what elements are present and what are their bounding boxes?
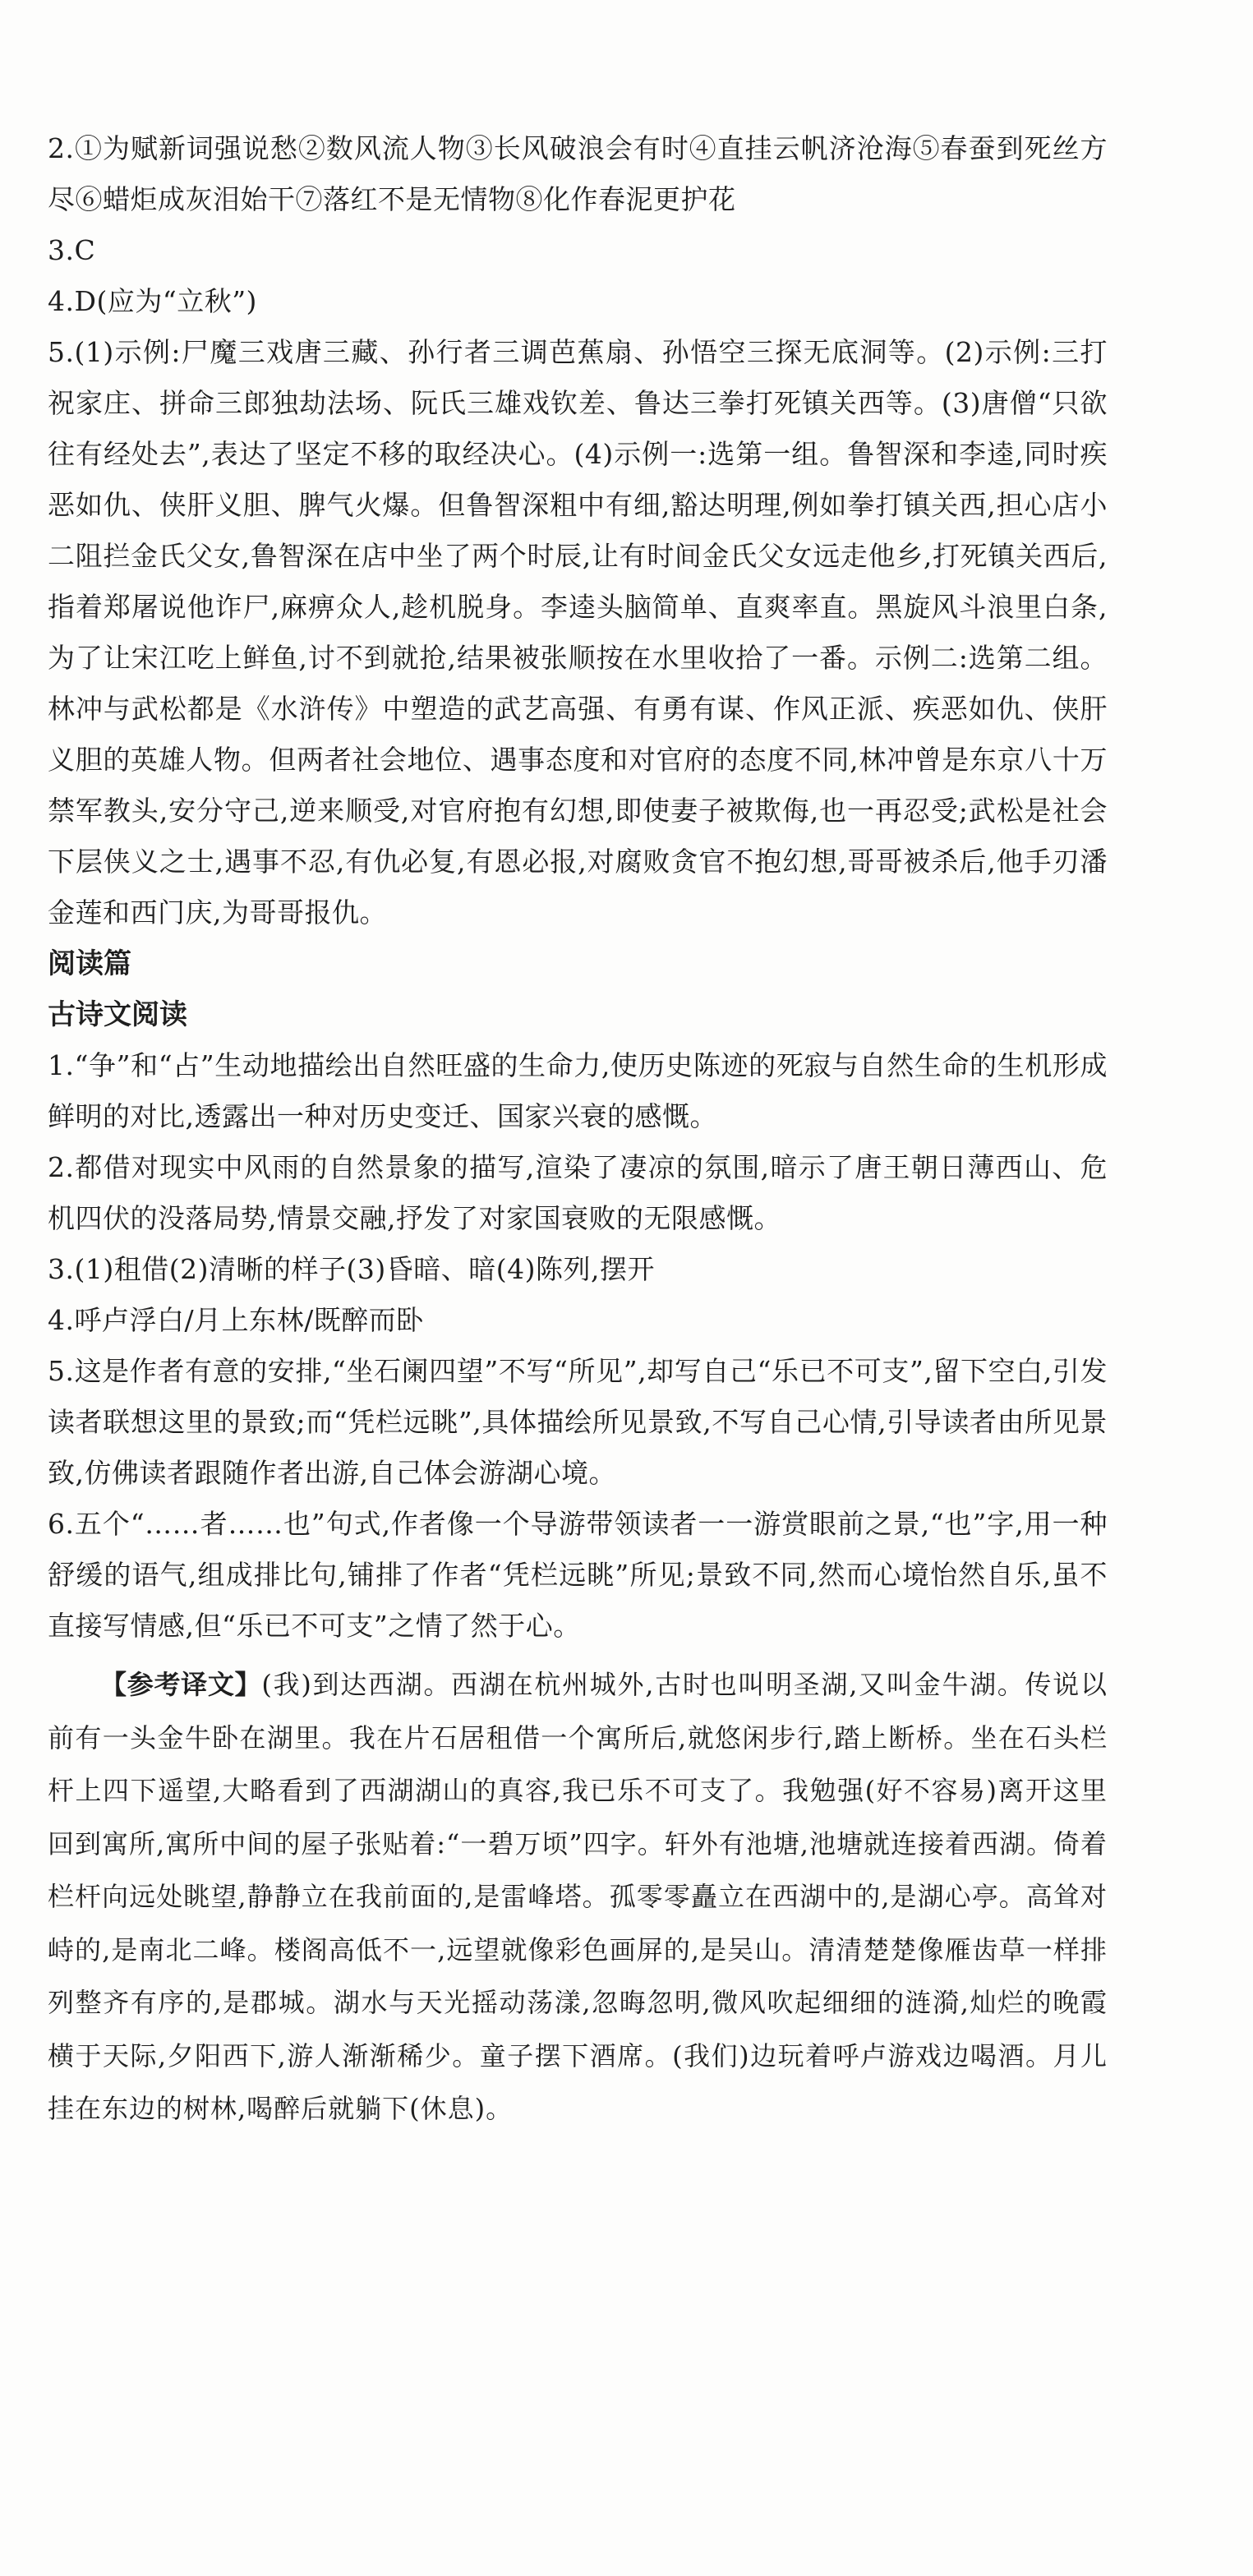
reading-answer-q3: 3.(1)租借(2)清晰的样子(3)昏暗、暗(4)陈列,摆开 [48,1253,655,1285]
answer-q2: 2.①为赋新词强说愁②数风流人物③长风破浪会有时④直挂云帆济沧海⑤春蚕到死丝方尽⑥蜡炬成灰泪始干⑦落红不是无情物⑧化作春泥更护花 [48,132,1108,215]
reading-answer-q2: 2.都借对现实中风雨的自然景象的描写,渲染了凄凉的氛围,暗示了唐王朝日薄西山、危机四伏的没落局势,情景交融,抒发了对家国衰败的无限感慨。 [48,1151,1108,1234]
answer-q3: 3.C [48,234,96,266]
translation-label: 【参考译文】 [100,1669,262,1700]
reference-translation [48,1658,1108,2136]
reading-answer-q1: 1.“争”和“占”生动地描绘出自然旺盛的生命力,使历史陈迹的死寂与自然生命的生机形成鲜明的对比,透露出一种对历史变迁、国家兴衰的感慨。 [48,1049,1108,1132]
translation-text: (我)到达西湖。西湖在杭州城外,古时也叫明圣湖,又叫金牛湖。传说以前有一头金牛卧在湖里。我在片石居租借一个寓所后,就悠闲步行,踏上断桥。坐在石头栏杆上四下遥望,大略看到了西湖湖山的真容,我已乐不可支了。我勉强(好不容易)离开这里回到寓所,寓所中间的屋子张贴着:“一碧万顷”四字。轩外有池塘,池塘就连接着西湖。倚着栏杆向远处眺望,静静立在我前面的,是雷峰塔。孤零零矗立在西湖中的,是湖心亭。高耸对峙的,是南北二峰。楼阁高低不一,远望就像彩色画屏的,是吴山。清清楚楚像雁齿草一样排列整齐有序的,是郡城。湖水与天光摇动荡漾,忽晦忽明,微风吹起细细的涟漪,灿烂的晚霞横于天际,夕阳西下,游人渐渐稀少。童子摆下酒席。(我们)边玩着呼卢游戏边喝酒。月儿挂在东边的树林,喝醉后就躺下(休息)。 [48,1669,1108,2124]
reading-answer-q6: 6.五个“……者……也”句式,作者像一个导游带领读者一一游赏眼前之景,“也”字,用一种舒缓的语气,组成排比句,铺排了作者“凭栏远眺”所见;景致不同,然而心境怡然自乐,虽不直接写情感,但“乐已不可支”之情了然于心。 [48,1508,1108,1642]
answer-q4: 4.D(应为“立秋”) [48,285,257,317]
answer-content [48,123,1108,2162]
subsection-title-classical-poetry: 古诗文阅读 [48,998,187,1031]
answer-q5: 5.(1)示例:尸魔三戏唐三藏、孙行者三调芭蕉扇、孙悟空三探无底洞等。(2)示例:三打祝家庄、拼命三郎独劫法场、阮氏三雄戏钦差、鲁达三拳打死镇关西等。(3)唐僧“只欲往有经处去”,表达了坚定不移的取经决心。(4)示例一:选第一组。鲁智深和李逵,同时疾恶如仇、侠肝义胆、脾气火爆。但鲁智深粗中有细,豁达明理,例如拳打镇关西,担心店小二阻拦金氏父女,鲁智深在店中坐了两个时辰,让有时间金氏父女远走他乡,打死镇关西后,指着郑屠说他诈尸,麻痹众人,趁机脱身。李逵头脑简单、直爽率直。黑旋风斗浪里白条,为了让宋江吃上鲜鱼,讨不到就抢,结果被张顺按在水里收拾了一番。示例二:选第二组。林冲与武松都是《水浒传》中塑造的武艺高强、有勇有谋、作风正派、疾恶如仇、侠肝义胆的英雄人物。但两者社会地位、遇事态度和对官府的态度不同,林冲曾是东京八十万禁军教头,安分守己,逆来顺受,对官府抱有幻想,即使妻子被欺侮,也一再忍受;武松是社会下层侠义之士,遇事不忍,有仇必复,有恩必报,对腐败贪官不抱幻想,哥哥被杀后,他手刃潘金莲和西门庆,为哥哥报仇。 [48,336,1108,929]
section-title-reading: 阅读篇 [48,947,131,980]
reading-answer-q5: 5.这是作者有意的安排,“坐石阑四望”不写“所见”,却写自己“乐已不可支”,留下空白,引发读者联想这里的景致;而“凭栏远眺”,具体描绘所见景致,不写自己心情,引导读者由所见景致,仿佛读者跟随作者出游,自己体会游湖心境。 [48,1355,1108,1489]
reading-answer-q4: 4.呼卢浮白/月上东林/既醉而卧 [48,1304,424,1336]
